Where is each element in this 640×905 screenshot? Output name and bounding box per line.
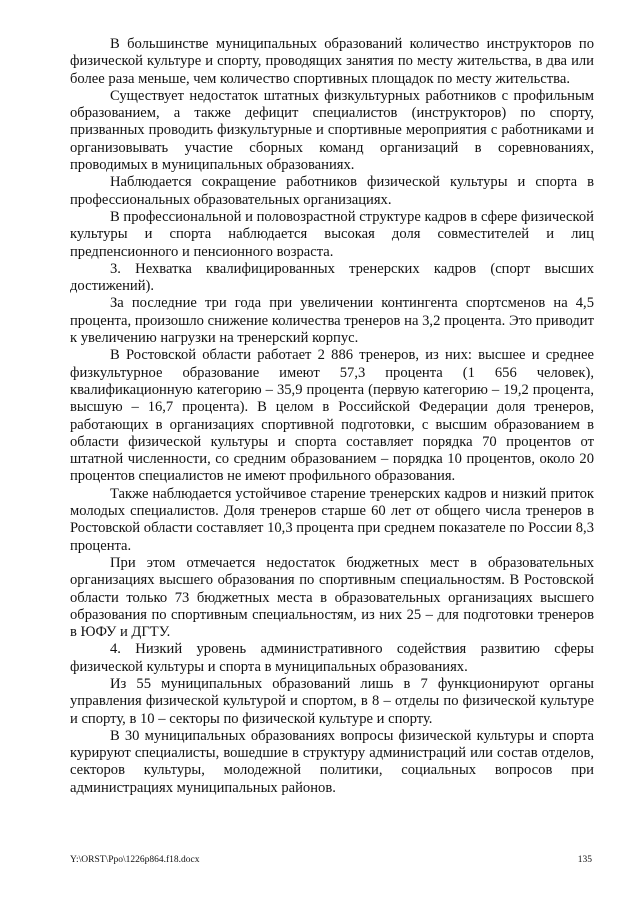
paragraph: Наблюдается сокращение работников физической культуры и спорта в профессиональных образовательных организациях. [70,174,594,208]
paragraph: Существует недостаток штатных физкультурных работников с профильным образованием, а также дефицит специалистов (инструкторов) по спорту, призванных проводить физкультурные и спортивные мероприятия с работниками и организовывать участие сборных команд организаций в соревнованиях, проводимых в муниципальных образованиях. [70,87,594,174]
paragraph: В 30 муниципальных образованиях вопросы физической культуры и спорта курируют специалисты, вошедшие в структуру администраций или состав отделов, секторов культуры, молодежной политики, социальных вопросов при администрациях муниципальных районов. [70,727,594,796]
footer-file-path: Y:\ORST\Ppo\1226p864.f18.docx [70,855,200,865]
document-body [70,36,594,797]
page-number: 135 [577,855,592,865]
paragraph: В профессиональной и половозрастной структуре кадров в сфере физической культуры и спорта наблюдается высокая доля совместителей и лиц предпенсионного и пенсионного возраста. [70,208,594,260]
section-heading: 3. Нехватка квалифицированных тренерских кадров (спорт высших достижений). [70,260,594,295]
paragraph: За последние три года при увеличении контингента спортсменов на 4,5 процента, произошло снижение количества тренеров на 3,2 процента. Это приводит к увеличению нагрузки на тренерский корпус. [70,295,594,347]
paragraph: Из 55 муниципальных образований лишь в 7 функционируют органы управления физической культурой и спортом, в 8 – отделы по физической культуре и спорту, в 10 – секторы по физической культуре и спорту. [70,675,594,727]
paragraph: В Ростовской области работает 2 886 тренеров, из них: высшее и среднее физкультурное образование имеют 57,3 процента (1 656 человек), квалификационную категорию – 35,9 процента (первую категорию – 19,2 процента, высшую – 16,7 процента). В целом в Российской Федерации доля тренеров, работающих в организациях спортивной подготовки, с высшим образованием в области физической культуры и спорта составляет порядка 70 процентов от штатной численности, со средним образованием – порядка 10 процентов, около 20 процентов специалистов не имеют профильного образования. [70,347,594,485]
paragraph: В большинстве муниципальных образований количество инструкторов по физической культуре и спорту, проводящих занятия по месту жительства, в два или более раза меньше, чем количество спортивных площадок по месту жительства. [70,36,594,87]
paragraph: При этом отмечается недостаток бюджетных мест в образовательных организациях высшего образования по спортивным специальностям. В Ростовской области только 73 бюджетных места в образовательных организациях высшего образования по спортивным специальностям, из них 25 – для подготовки тренеров в ЮФУ и ДГТУ. [70,554,594,641]
paragraph: Также наблюдается устойчивое старение тренерских кадров и низкий приток молодых специалистов. Доля тренеров старше 60 лет от общего числа тренеров в Ростовской области составляет 10,3 процента при среднем показателе по России 8,3 процента. [70,485,594,554]
section-heading: 4. Низкий уровень административного содействия развитию сферы физической культуры и спорта в муниципальных образованиях. [70,641,594,675]
